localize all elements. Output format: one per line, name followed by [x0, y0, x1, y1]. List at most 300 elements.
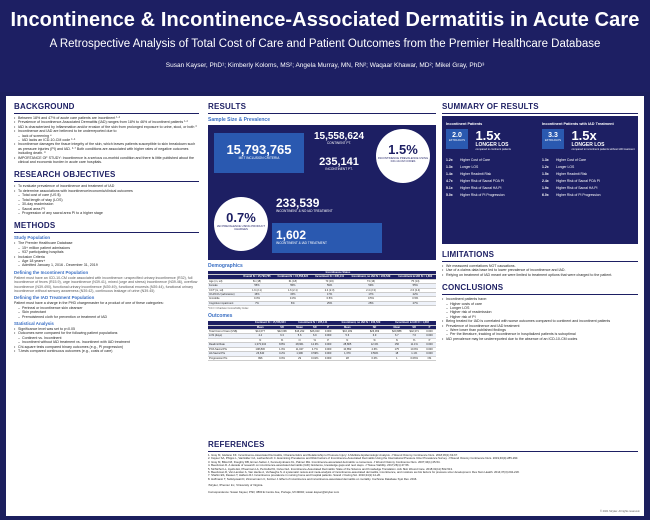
- list-item: – Premoistened cloth for prevention or treatment of IAD: [14, 315, 199, 319]
- stat-incontinent: [306, 153, 372, 177]
- list-item: – Total length of stay (LOS): [14, 198, 199, 202]
- stat-no-iad: [272, 193, 382, 219]
- right-column: [442, 96, 638, 341]
- list-item: • Prevalence of Incontinence and IAD treatment: [442, 324, 638, 328]
- list-item: • T-tests compared continuous outcomes (e.g., costs of care): [14, 349, 199, 353]
- table-header: Continent N = 15,558,624: [274, 275, 312, 279]
- outcomes-label: Outcomes: [208, 313, 233, 320]
- sample-size-panel: [208, 125, 436, 260]
- table-cell: 7%: [240, 301, 274, 305]
- table-cell: 6.9: [307, 334, 322, 338]
- list-item: – Longer LOS: [442, 306, 638, 310]
- table-cell: $42,371: [406, 330, 423, 334]
- table-cell: 1: [388, 356, 405, 360]
- stat-label: INCONTINENT & NO IAD TREATMENT: [276, 209, 333, 213]
- stat-label: INCONTINENT & IAD TREATMENT: [276, 241, 328, 245]
- summary-multiplier: 1.3x: [446, 165, 453, 169]
- reference-item: 3. Gray M, Bliss DZ, Doughty DB, Ermer-Seltun J, Kennedy-Evans KL, Palmer MH. Incontinence-associated dermatitis: a consensus. J Wound Ostomy Continence Nurs. 2007;34(1):45-54.: [208, 459, 441, 464]
- poster-subtitle: A Retrospective Analysis of Total Cost of Care and Patient Outcomes from the Premier Healthcare Database: [49, 38, 601, 50]
- table-cell: 55%: [395, 284, 436, 288]
- results-heading: RESULTS: [208, 102, 247, 111]
- summary-multiplier: 1.9x: [542, 186, 549, 190]
- table-cell: 996: [248, 356, 272, 360]
- reference-item: 6. Beeckman D, Van Lancker A, Van Hecke A, Verhaeghe S. A systematic review and meta-analysis of incontinence-associated dermatitis, incontinence, and moisture as risk factors for pressure ulcer development. Res Nurs Health. 2014;37(3):204-218.: [208, 470, 520, 475]
- list-item: – Skin protectant: [14, 310, 199, 314]
- table-cell: 1,373,334: [248, 343, 272, 347]
- table-cell: 0.000: [423, 347, 436, 351]
- summary-label: Higher Cost of Care: [556, 158, 586, 162]
- demographics-table: [208, 271, 436, 306]
- list-item: • Significance level was set to p<0.05: [14, 327, 199, 331]
- list-item: • Outcomes were compared for the following patient populations: [14, 331, 199, 335]
- study-population-label: Study Population: [14, 235, 51, 241]
- table-cell: 4.7%: [307, 347, 322, 351]
- background-heading: BACKGROUND: [14, 102, 75, 111]
- summary-label: Longer LOS: [556, 165, 575, 169]
- table-cell: 0.0%: [361, 356, 388, 360]
- list-item: – Were lower than published findings: [442, 328, 638, 332]
- copyright: © 2021 Stryker. All rights reserved.: [600, 510, 640, 513]
- list-item: – 937 participating hospitals: [14, 250, 199, 254]
- summary-multiplier: 1.3x: [542, 158, 549, 162]
- table-cell: 156: [388, 343, 405, 347]
- divider: [208, 113, 436, 114]
- table-header: Incontinent N = 235,141: [292, 321, 334, 325]
- references-section: [208, 434, 638, 494]
- reference-item: 1. Gray M, Giuliano KK. Incontinence-Associated Dermatitis, Characteristics and Relationship to Pressure Injury: A Multisite Epidemiologic Analysis. J Wound Ostomy Continence Nurs. 2018;45(1):63-67.: [208, 453, 459, 457]
- table-cell: 28,961: [292, 343, 307, 347]
- table-cell: ICU/ICCU (admission): [208, 293, 240, 297]
- reference-item: 5. McNichol LL, Ayello EA, Phearman LA, Pezzella PA, Culver EA. Incontinence-Associated Dermatitis: State of the Science and Knowledge Translation. Adv Skin Wound Care. 2018;31(11):502-513.: [208, 466, 453, 471]
- table-cell: 175: [388, 347, 405, 351]
- list-item: – Incontinent without IAD treatment vs. Incontinent with IAD treatment: [14, 340, 199, 344]
- table-header: Incontinence Status: [240, 271, 436, 275]
- list-item: – Per the literature, tracking of incontinence in hospitalized patients is suboptimal: [442, 332, 638, 336]
- table-cell: 6.7: [388, 334, 405, 338]
- table-cell: 12.3%: [361, 343, 388, 347]
- table-cell: 18: [388, 352, 405, 356]
- summary-row: [542, 171, 636, 178]
- table-cell: $26,069: [361, 330, 388, 334]
- table-cell: 0.000: [322, 330, 333, 334]
- multiplier-unit: LONGER LOS: [475, 142, 509, 148]
- table-cell: N: [388, 338, 405, 342]
- table-cell: $14,077: [248, 330, 272, 334]
- summary-multiplier: 5.1x: [446, 186, 453, 190]
- methods-heading: METHODS: [14, 221, 56, 231]
- extra-days-badge: [542, 129, 564, 149]
- list-item: • We measured correlations NOT causations.: [442, 264, 638, 268]
- summary-row: [446, 192, 540, 199]
- table-cell: 61 (18): [240, 279, 274, 283]
- table-cell: $16,232: [292, 330, 307, 334]
- correspondence: Correspondence: Susan Kayser, PhD; 3800 E Centre Ave, Portage, MI 49002; susan.kayser@stryker.com: [208, 489, 340, 494]
- table-cell: 6%: [274, 301, 312, 305]
- summary-label: Higher Risk of Sacral POA PI: [556, 179, 600, 183]
- table-cell: POA Sacral PIs: [208, 347, 248, 351]
- table-cell: 0.01%: [307, 356, 322, 360]
- middle-column: [208, 96, 436, 361]
- table-header: Incontinent, no IAD N = 233,539: [334, 321, 388, 325]
- table-cell: 0.000: [423, 343, 436, 347]
- table-cell: 15%: [274, 293, 312, 297]
- table-cell: 0.000: [423, 330, 436, 334]
- summary-panel: [442, 116, 638, 244]
- table-cell: 0.5%: [395, 297, 436, 301]
- divider: [14, 181, 199, 182]
- divider: [14, 232, 199, 233]
- objectives-heading: RESEARCH OBJECTIVES: [14, 170, 116, 180]
- table-cell: 75 (14): [395, 279, 436, 283]
- badge-value: 2.0: [452, 132, 462, 139]
- list-item: • IAD is characterized by inflammation and/or erosion of the skin from prolonged exposure to urine, stool, or both ³: [14, 125, 199, 129]
- study-population-list: [14, 241, 199, 267]
- table-cell: CCI* (m, sd): [208, 288, 240, 292]
- table-cell: 15%: [240, 293, 274, 297]
- table-cell: 8.8%: [272, 343, 292, 347]
- table-cell: %: [361, 338, 388, 342]
- table-cell: 0.06%: [406, 356, 423, 360]
- conclusions-list: [442, 297, 638, 341]
- table-cell: NS: [423, 356, 436, 360]
- table-cell: P: [423, 338, 436, 342]
- table-cell: 0.000: [322, 352, 333, 356]
- table-header: Mean: [388, 325, 405, 329]
- list-item: • Use of a claims data base led to lower prevalence of incontinence and IAD.: [442, 268, 638, 272]
- los-multiplier: [571, 129, 634, 151]
- summary-group-title: Incontinent Patients: [446, 122, 483, 126]
- table-header: P: [322, 325, 333, 329]
- table-header: Incontinent & IAD N = 1,602: [395, 275, 436, 279]
- demographics-label: Demographics: [208, 263, 243, 269]
- table-cell: 12.3%: [307, 343, 322, 347]
- incontinent-population-text: Patient must have an ICD-10-CM code associated with incontinence: unspecified urinary incontinence (R32), full incontinence of feces (R15.9), urge incontinence (N39.41), mixed (urge and stress) incontinence (N39.46), overflow incontinence (N39.490), functional urinary incontinence (N39.49), functional enuresis (N39.44), functional urinary incontinence without sensory awareness (N39.42), continuous leakage of urine (N39.45): [14, 275, 198, 293]
- badge-unit: EXTRA DAYS: [544, 139, 562, 142]
- summary-heading: SUMMARY OF RESULTS: [442, 102, 539, 111]
- list-item: – Perineal or incontinence skin cleanser: [14, 306, 199, 310]
- limitations-list: [442, 264, 638, 277]
- iad-population-label: Defining the IAD Treatment Population: [14, 295, 95, 301]
- table-cell: $22,096: [272, 330, 292, 334]
- table-cell: P: [322, 338, 333, 342]
- table-cell: N: [248, 338, 272, 342]
- table-cell: 73 (16): [347, 279, 394, 283]
- table-cell: LOS (days): [208, 334, 248, 338]
- table-cell: 11.1%: [406, 343, 423, 347]
- table-cell: 11,027: [292, 347, 307, 351]
- list-item: – Admitted January 1, 2016 - December 31, 2019: [14, 263, 199, 267]
- table-cell: Progression PIs: [208, 356, 248, 360]
- table-cell: Immobile: [208, 297, 240, 301]
- table-cell: 0.3%: [274, 297, 312, 301]
- stat-iad-prevalence: [214, 197, 268, 251]
- iad-population-list: [14, 306, 199, 319]
- summary-label: Longer LOS: [460, 165, 479, 169]
- table-row: [208, 356, 436, 360]
- list-item: – 30-day readmission: [14, 202, 199, 206]
- table-cell: 26,640: [248, 352, 272, 356]
- table-header: Incontinent, no IAD N = 233,539: [347, 275, 394, 279]
- table-cell: 29: [292, 356, 307, 360]
- table-header: SD: [361, 325, 388, 329]
- summary-multiplier: 5.0x: [446, 193, 453, 197]
- table-cell: 2.4 (2.3): [347, 288, 394, 292]
- table-cell: HA Sacral PIs: [208, 352, 248, 356]
- multiplier-value: 1.5x: [571, 128, 597, 143]
- summary-label: Higher Readmit Risk: [556, 172, 588, 176]
- table-header: Incontinent & IAD N = 1,602: [388, 321, 436, 325]
- multiplier-value: 1.5x: [475, 128, 501, 143]
- sample-size-label: Sample Size & Prevalence: [208, 117, 270, 123]
- summary-multiplier: 2.4x: [542, 179, 549, 183]
- table-header: Mean: [248, 325, 272, 329]
- table-cell: 10,852: [334, 347, 361, 351]
- stat-label: CONTINENT PT.: [326, 141, 352, 145]
- table-cell: 1.1%: [406, 352, 423, 356]
- table-header: Continent N = 15,558,624: [248, 321, 292, 325]
- table-cell: 0.59%: [361, 352, 388, 356]
- list-item: • Relying on treatment of IAD meant we were limited to treatment options that were charged to the patient.: [442, 273, 638, 277]
- divider: [208, 451, 638, 452]
- table-cell: 0.000: [322, 343, 333, 347]
- table-cell: %: [406, 338, 423, 342]
- multiplier-caption: compared to incontinent patients without IAD treatment: [571, 148, 635, 151]
- badge-value: 3.3: [548, 132, 558, 139]
- left-column: [14, 96, 199, 353]
- badge-unit: EXTRA DAYS: [448, 139, 466, 142]
- stat-value: 1,602: [276, 228, 307, 242]
- stat-value: 0.7%: [226, 210, 256, 225]
- table-cell: 0.000: [423, 334, 436, 338]
- demographics-note: *CCI = Charlson Comorbidity Index: [208, 307, 249, 311]
- summary-label: Higher Risk of PI Progression: [556, 193, 601, 197]
- references-heading: REFERENCES: [208, 440, 265, 449]
- summary-row: [446, 185, 540, 192]
- table-cell: %: [272, 338, 292, 342]
- table-cell: 27%: [395, 301, 436, 305]
- table-cell: 1,396: [292, 352, 307, 356]
- list-item: – Progression of any sacral area PI to a higher stage: [14, 211, 199, 215]
- iad-population-text: Patient must have a charge in the PHD chargemaster for a product of one of these categories:: [14, 301, 164, 306]
- table-cell: Total Cost of Care (US$): [208, 330, 248, 334]
- list-item: – Higher risk of readmission: [442, 310, 638, 314]
- table-cell: Age (m, sd): [208, 279, 240, 283]
- list-item: • Inclusion Criteria: [14, 255, 199, 259]
- table-cell: $26,023: [307, 330, 322, 334]
- table-cell: 1.6 (2.1): [240, 288, 274, 292]
- table-cell: $20,888: [388, 330, 405, 334]
- table-cell: N: [334, 338, 361, 342]
- list-item: • IAD prevalence may be underreported due to the absence of an ICD-10-CM codes: [442, 337, 638, 341]
- table-cell: 1,379: [334, 352, 361, 356]
- table-cell: 108,830: [248, 347, 272, 351]
- table-cell: 0.0%: [272, 356, 292, 360]
- summary-group-title: Incontinent Patients with IAD Treatment: [542, 122, 614, 126]
- summary-iad: [542, 122, 636, 199]
- table-cell: 6.9: [361, 334, 388, 338]
- table-cell: 59%: [347, 284, 394, 288]
- table-header: Mean: [292, 325, 307, 329]
- extra-days-badge: [446, 129, 468, 149]
- summary-row: [446, 178, 540, 185]
- statistical-analysis-label: Statistical Analysis: [14, 321, 54, 326]
- table-cell: 61 (18): [274, 279, 312, 283]
- summary-label: Higher Readmit Risk: [460, 172, 492, 176]
- table-cell: 59%: [312, 284, 348, 288]
- table-cell: 4.4: [248, 334, 272, 338]
- table-cell: 4.6%: [361, 347, 388, 351]
- table-cell: $16,199: [334, 330, 361, 334]
- summary-row: [542, 185, 636, 192]
- summary-label: Higher Risk of PI Progression: [460, 193, 505, 197]
- reference-item: 4. Beeckman D. A decade of research on incontinence-associated dermatitis (IAD): Evidence, knowledge gaps and next steps. J Tissue Viability. 2017;26(1):47-56.: [208, 463, 410, 468]
- divider: [442, 294, 638, 295]
- incontinent-population-label: Defining the Incontinent Population: [14, 269, 89, 275]
- table-cell: 10.9%: [406, 347, 423, 351]
- list-item: • Chi-square tests compared binary outcomes (e.g., PI progression): [14, 345, 199, 349]
- list-item: – Age 18 years+: [14, 259, 199, 263]
- table-cell: Female: [208, 284, 240, 288]
- table-header: Mean: [334, 325, 361, 329]
- conclusions-heading: CONCLUSIONS: [442, 283, 504, 293]
- list-item: • Between 18% and 47% of acute care patients are incontinent ¹·²: [14, 116, 199, 120]
- reference-item: 8. Hoffmann T, Sulistyowati D, Zimmermann C, Kottner J. Effect of incontinence and incontinence-associated dermatitis on mortality. Cochrane Database Syst Rev. 2016.: [208, 476, 418, 481]
- list-item: – Higher risk of PI: [442, 315, 638, 319]
- list-item: • Incontinent patients have:: [442, 297, 638, 301]
- summary-row: [542, 178, 636, 185]
- stat-incontinence-prevalence: [376, 129, 430, 183]
- table-cell: 55%: [240, 284, 274, 288]
- list-item: – Sacral area PI: [14, 207, 199, 211]
- divider: [442, 261, 638, 262]
- list-item: • Incontinence and IAD are believed to be underreported due to: [14, 129, 199, 133]
- table-cell: 28,805: [334, 343, 361, 347]
- table-header: Overall N = 15,793,765: [240, 275, 274, 279]
- list-item: • The Premier Healthcare Database: [14, 241, 199, 245]
- stat-label: INCONTINENT PT.: [325, 167, 353, 171]
- table-header: SD: [406, 325, 423, 329]
- stat-iad-treatment: [272, 223, 382, 253]
- summary-row: [542, 164, 636, 171]
- stat-label: INCONTINENCE PREVALENCE USING ICD-10-CM CODES: [377, 156, 429, 164]
- table-cell: 0.000: [322, 347, 333, 351]
- summary-multiplier: 1.5x: [542, 172, 549, 176]
- summary-label: Higher Risk of Sacral HA PI: [556, 186, 598, 190]
- table-cell: Cognitive impairment: [208, 301, 240, 305]
- affiliations: ¹Stryker, ²Premier Inc, ³University of Virginia.: [208, 483, 264, 488]
- table-cell: 2.6 (2.4): [395, 288, 436, 292]
- poster-body: [6, 96, 644, 516]
- los-multiplier: [475, 129, 510, 151]
- stat-value: 235,141: [319, 156, 359, 168]
- table-cell: 25%: [312, 301, 348, 305]
- list-item: • To evaluate prevalence of incontinence and treatment of IAD: [14, 184, 199, 188]
- table-row: [208, 301, 436, 305]
- stat-inclusion: [214, 133, 304, 173]
- stat-value: 233,539: [276, 196, 320, 210]
- table-cell: 6.3: [272, 334, 292, 338]
- list-item: – 15+ million patient admissions: [14, 246, 199, 250]
- summary-list: [446, 157, 540, 199]
- list-item: – Higher costs of care: [442, 302, 638, 306]
- table-cell: 0.000: [322, 356, 333, 360]
- summary-row: [542, 157, 636, 164]
- table-cell: 17%: [312, 293, 348, 297]
- table-cell: 0.2%: [272, 352, 292, 356]
- multiplier-unit: LONGER LOS: [571, 142, 605, 148]
- table-cell: N: [292, 338, 307, 342]
- table-cell: 73 (16): [312, 279, 348, 283]
- list-item: • To determine associations with incontinence/economic/clinical outcomes: [14, 189, 199, 193]
- reference-item: 7. Shahin ES, Dassen T, Halfens RJ. Incontinence prevalence in nursing home and hospital patients. Scand J Caring Sci. 2010;24(1):12-20.: [208, 473, 381, 478]
- stat-label: IAD PREVALENCE USING PRODUCT CHARGES: [216, 224, 266, 232]
- table-cell: 0.59%: [307, 352, 322, 356]
- summary-multiplier: 1.4x: [446, 172, 453, 176]
- summary-label: Higher Risk of Sacral POA PI: [460, 179, 504, 183]
- table-header: Incontinent N = 235,141: [312, 275, 348, 279]
- list-item: – IAD lacks an ICD-10-CM code ⁵·⁶: [14, 138, 199, 142]
- table-cell: 28: [334, 356, 361, 360]
- stat-label: MET INCLUSION CRITERIA: [238, 156, 280, 160]
- summary-multiplier: 4.7x: [446, 179, 453, 183]
- list-item: • Incontinence damages the tissue integrity of the skin, which leaves patients susceptible to skin breakdown such as pressure injuries (PI) and IAD. ⁶·⁷ Both conditions are associated with higher rates of negative outcomes including death. ⁸: [14, 142, 199, 155]
- table-cell: 7.6: [406, 334, 423, 338]
- background-list: [14, 116, 199, 164]
- stat-value: 15,558,624: [313, 131, 365, 142]
- summary-row: [542, 192, 636, 199]
- summary-multiplier: 1.2x: [446, 158, 453, 162]
- summary-label: Higher Risk of Sacral HA PI: [460, 186, 502, 190]
- table-header: SD: [307, 325, 322, 329]
- summary-list: [542, 157, 636, 199]
- summary-incontinent: [446, 122, 540, 199]
- summary-multiplier: 1.2x: [542, 165, 549, 169]
- multiplier-caption: compared to continent patients: [475, 148, 511, 151]
- table-cell: 0.000: [423, 352, 436, 356]
- statistical-analysis-list: [14, 327, 199, 353]
- divider: [14, 113, 199, 114]
- outcomes-table: [208, 321, 436, 361]
- list-item: – Total cost of care (US $): [14, 193, 199, 197]
- table-cell: 5.6: [292, 334, 307, 338]
- objectives-list: [14, 184, 199, 215]
- list-item: – lack of screening ⁴: [14, 134, 199, 138]
- list-item: • Being treated for IAD is correlated with worse outcomes compared to continent and incontinent patients: [442, 319, 638, 323]
- table-header: P: [423, 325, 436, 329]
- summary-row: [446, 171, 540, 178]
- divider: [442, 113, 638, 114]
- summary-row: [446, 164, 540, 171]
- table-cell: 2.4 (2.3): [312, 288, 348, 292]
- reference-item: 2. Kayser SA, Phipps L, VanGilder CA, Lachenbruch C. Examining Prevalence and Risk Factors of Incontinence-Associated Dermatitis Using the International Pressure Ulcer Prevalence Survey. J Wound Ostomy Continence Nurs. 2019;46(4):285-290.: [208, 456, 519, 461]
- summary-multiplier: 6.0x: [542, 193, 549, 197]
- stat-value: 15,793,765: [226, 142, 292, 157]
- table-cell: 0.5%: [347, 297, 394, 301]
- table-cell: 0.5%: [312, 297, 348, 301]
- table-header: SD: [272, 325, 292, 329]
- outcomes-table-body: [208, 330, 436, 361]
- table-cell: 5.6: [334, 334, 361, 338]
- table-cell: 55%: [274, 284, 312, 288]
- list-item: • Prevalence of Incontinence-Associated Dermatitis (IAD) ranges from 18% to 46% of incontinent patients ¹·²: [14, 120, 199, 124]
- list-item: – Continent vs. Incontinent: [14, 336, 199, 340]
- table-cell: %: [307, 338, 322, 342]
- poster-authors: Susan Kayser, PhD¹; Kimberly Koloms, MS²; Angela Murray, MN, RN²; Waqaar Khawar, MD²; Mikel Gray, PhD³: [165, 62, 485, 69]
- table-cell: 17%: [347, 293, 394, 297]
- summary-label: Higher Cost of Care: [460, 158, 490, 162]
- stat-continent: [306, 129, 372, 151]
- limitations-heading: LIMITATIONS: [442, 250, 495, 259]
